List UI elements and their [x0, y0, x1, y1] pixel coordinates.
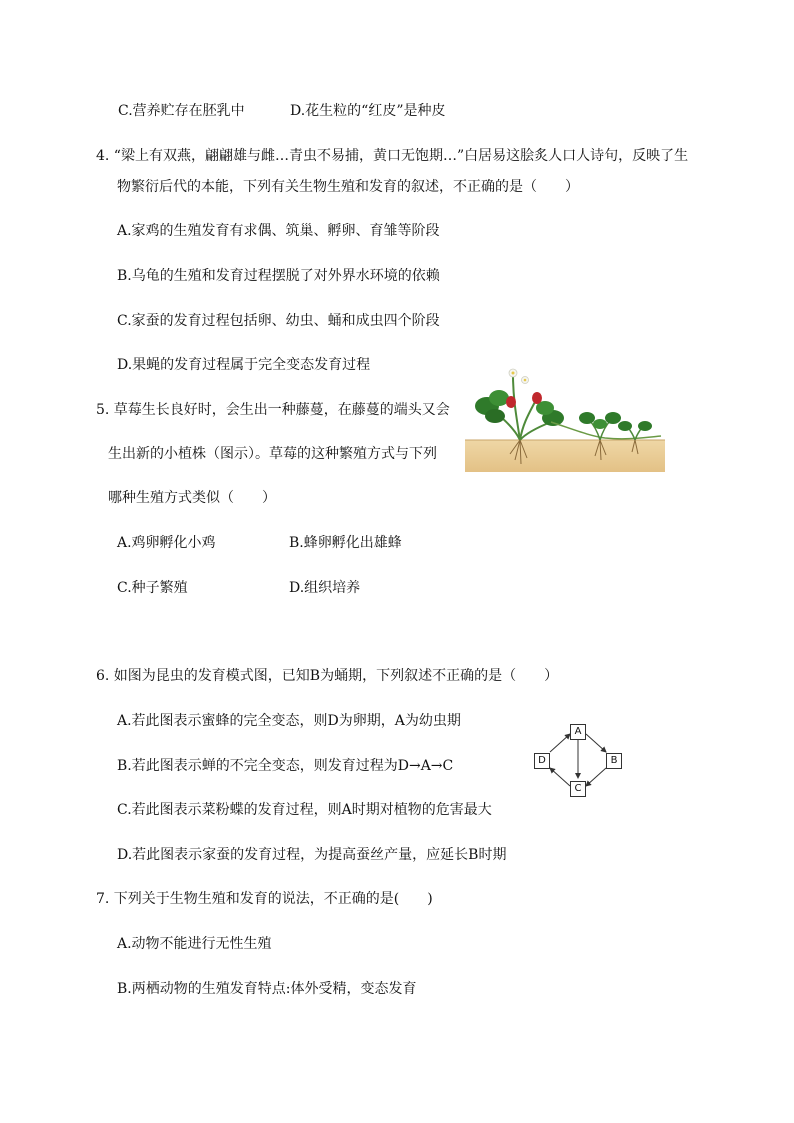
q5-stem-line1: 5. 草莓生长良好时，会生出一种藤蔓，在藤蔓的端头又会 — [96, 402, 450, 418]
q4-option-b: B.乌龟的生殖和发育过程摆脱了对外界水环境的依赖 — [117, 268, 440, 284]
q5-stem-line2: 生出新的小植株（图示）。草莓的这种繁殖方式与下列 — [108, 446, 437, 462]
arrow-a-to-b — [586, 734, 606, 752]
q4-stem-line2: 物繁衍后代的本能，下列有关生物生殖和发育的叙述，不正确的是（ ） — [117, 179, 579, 195]
arrow-d-to-a — [550, 734, 570, 752]
q6-option-a: A.若此图表示蜜蜂的完全变态，则D为卵期，A为幼虫期 — [117, 713, 461, 729]
q7-stem: 7. 下列关于生物生殖和发育的说法，不正确的是( ) — [96, 891, 433, 907]
q5-option-c: C.种子繁殖 — [117, 580, 188, 596]
berry — [506, 396, 516, 408]
q5-option-b: B.蜂卵孵化出雄蜂 — [289, 535, 402, 551]
stage-box-a: A — [570, 724, 586, 740]
q6-option-c: C.若此图表示菜粉蝶的发育过程，则A时期对植物的危害最大 — [117, 802, 492, 818]
soil-layer — [465, 440, 665, 472]
arrow-c-to-d — [550, 768, 570, 786]
q5-option-d: D.组织培养 — [289, 580, 361, 596]
q7-option-a: A.动物不能进行无性生殖 — [117, 936, 272, 952]
arrow-b-to-c — [586, 768, 606, 786]
q6-stem: 6. 如图为昆虫的发育模式图，已知B为蛹期，下列叙述不正确的是（ ） — [96, 668, 559, 684]
q4-option-d: D.果蝇的发育过程属于完全变态发育过程 — [117, 357, 371, 373]
q5-stem-line3: 哪种生殖方式类似（ ） — [108, 490, 276, 506]
q4-option-c: C.家蚕的发育过程包括卵、幼虫、蛹和成虫四个阶段 — [117, 313, 440, 329]
insect-development-cycle-diagram — [530, 722, 626, 798]
q3-option-c: C.营养贮存在胚乳中 — [118, 103, 245, 119]
q6-option-d: D.若此图表示家蚕的发育过程，为提高蚕丝产量，应延长B时期 — [117, 847, 507, 863]
q3-option-d: D.花生粒的“红皮”是种皮 — [290, 103, 446, 119]
stage-box-c: C — [570, 781, 586, 797]
q7-option-b: B.两栖动物的生殖发育特点:体外受精，变态发育 — [117, 981, 417, 997]
q4-option-a: A.家鸡的生殖发育有求偶、筑巢、孵卵、育雏等阶段 — [117, 223, 440, 239]
q5-option-a: A.鸡卵孵化小鸡 — [117, 535, 216, 551]
stage-box-d: D — [534, 753, 550, 769]
q6-option-b: B.若此图表示蝉的不完全变态，则发育过程为D→A→C — [117, 758, 454, 774]
q4-stem-line1: 4. “梁上有双燕，翩翩雄与雌…青虫不易捕，黄口无饱期…”白居易这脍炙人口人诗句，反映了生 — [96, 148, 689, 164]
strawberry-runner-figure — [465, 360, 665, 478]
stage-box-b: B — [606, 753, 622, 769]
